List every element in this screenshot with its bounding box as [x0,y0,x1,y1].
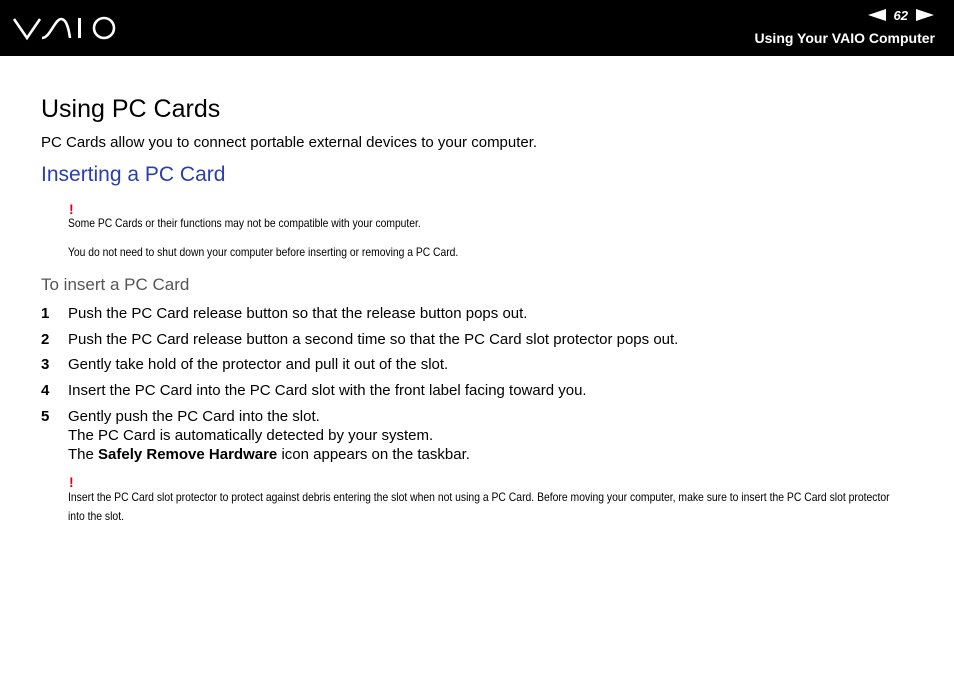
step-detail-suffix: icon appears on the taskbar. [277,446,470,463]
safely-remove-hardware-label: Safely Remove Hardware [98,446,278,463]
intro-text: PC Cards allow you to connect portable external devices to your computer. [41,134,538,151]
page-title: Using PC Cards [41,95,221,123]
step-detail: The PC Card is automatically detected by your system. [68,427,434,444]
caution-mark: ! [69,201,74,217]
hot-swap-note: You do not need to shut down your computer before inserting or removing a PC Card. [68,245,459,259]
step-detail-taskbar [68,445,470,464]
step-text: Push the PC Card release button so that the release button pops out. [68,305,528,322]
step-number: 4 [41,382,50,399]
step-detail-prefix: The [68,446,99,463]
caution-mark: ! [69,474,74,490]
slot-protector-note: Insert the PC Card slot protector to protect against debris entering the slot when not using a PC Card. Before moving your computer, make sure to insert the PC Card slot protector into the slot. [68,490,890,523]
page-navigation [868,7,934,23]
step-number: 1 [41,305,50,322]
vaio-logo [12,13,122,43]
step-number: 3 [41,356,50,373]
compatibility-note: Some PC Cards or their functions may not be compatible with your computer. [68,216,421,230]
page-number: 62 [893,7,908,23]
section-subheading: Inserting a PC Card [41,163,226,186]
step-text: Insert the PC Card into the PC Card slot with the front label facing toward you. [68,382,587,399]
step-text-block [68,407,470,464]
triangle-right-icon[interactable] [916,9,934,21]
procedure-heading: To insert a PC Card [41,275,190,294]
section-title: Using Your VAIO Computer [754,30,935,46]
step-text: Push the PC Card release button a second time so that the PC Card slot protector pops out. [68,331,679,348]
step-number: 5 [41,408,50,425]
step-text: Gently take hold of the protector and pull it out of the slot. [68,356,449,373]
step-number: 2 [41,331,50,348]
header-bar [0,0,954,56]
step-text: Gently push the PC Card into the slot. [68,408,320,425]
triangle-left-icon[interactable] [868,9,886,21]
